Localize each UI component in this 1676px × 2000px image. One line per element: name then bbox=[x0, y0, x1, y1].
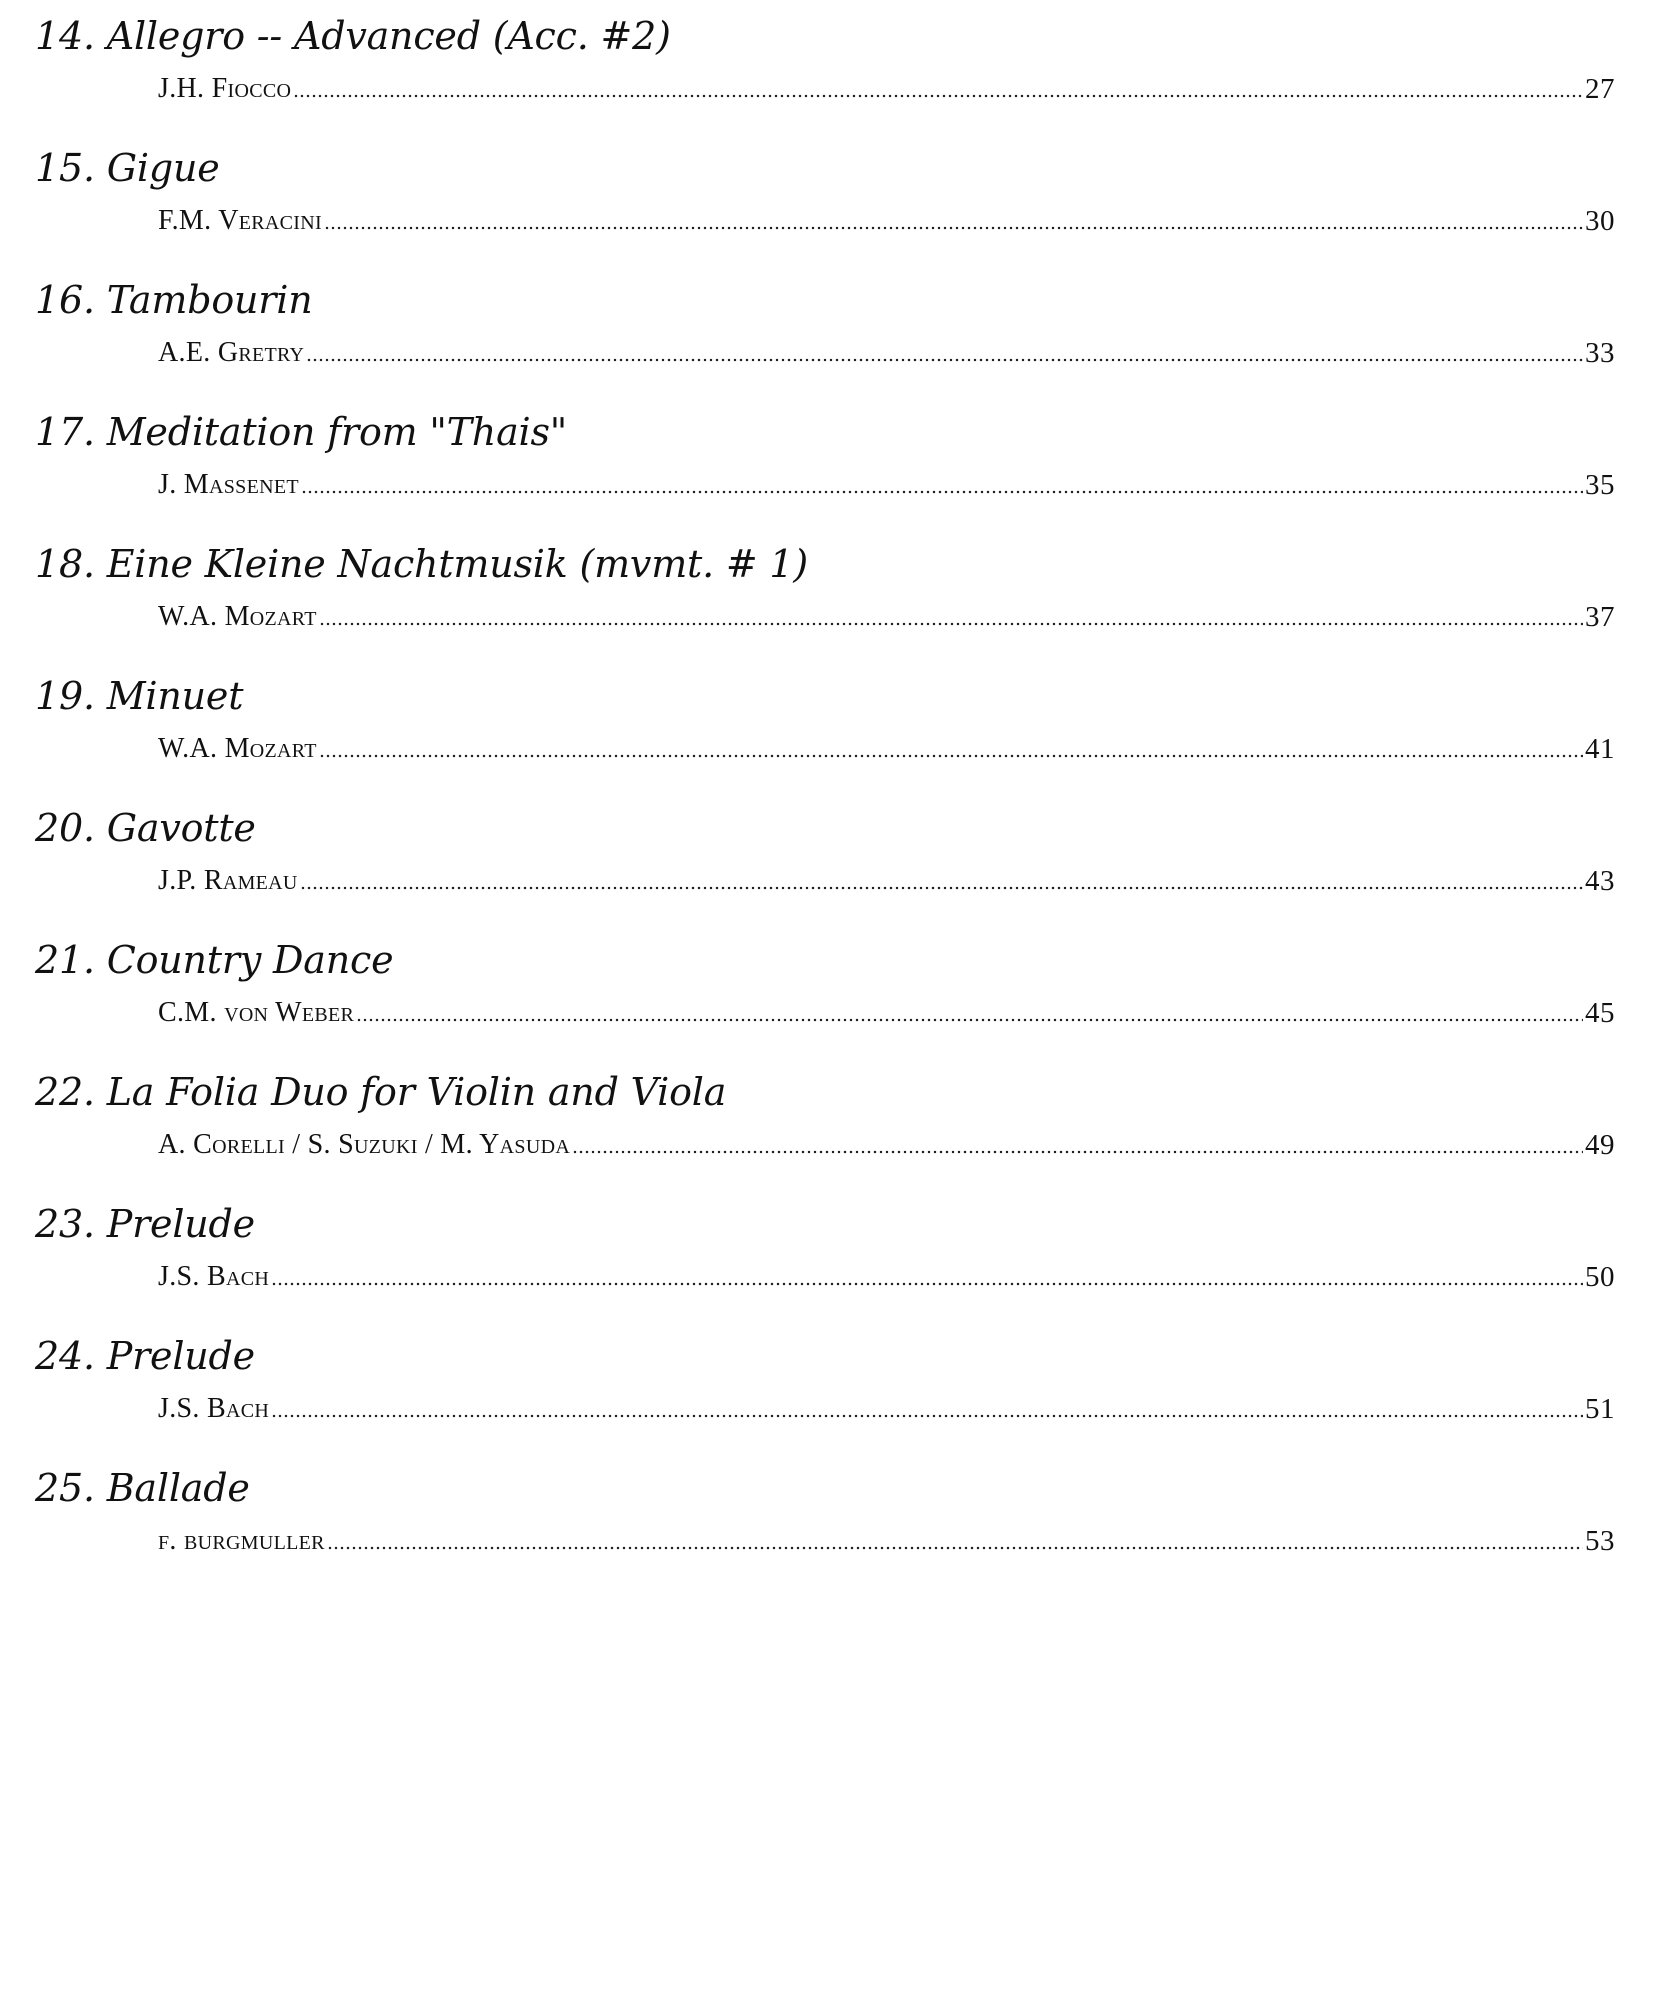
dot-leader bbox=[319, 621, 1583, 627]
toc-entry bbox=[0, 792, 1676, 924]
dot-leader bbox=[356, 1017, 1583, 1023]
entry-title: 22. La Folia Duo for Violin and Viola bbox=[35, 1070, 727, 1114]
dot-leader bbox=[293, 93, 1583, 99]
dot-leader bbox=[306, 357, 1583, 363]
entry-page-number: 51 bbox=[1585, 1393, 1615, 1425]
toc-entry bbox=[0, 924, 1676, 1056]
entry-leader-line bbox=[158, 70, 1615, 106]
dot-leader bbox=[301, 489, 1583, 495]
entry-composer: F.M. Veracini bbox=[158, 205, 322, 236]
toc-entry bbox=[0, 1188, 1676, 1320]
entry-title: 21. Country Dance bbox=[35, 938, 394, 982]
entry-title: 16. Tambourin bbox=[35, 278, 313, 322]
entry-page-number: 43 bbox=[1585, 865, 1615, 897]
dot-leader bbox=[324, 225, 1583, 231]
entry-title: 17. Meditation from "Thais" bbox=[35, 410, 568, 454]
entry-composer: J.S. Bach bbox=[158, 1261, 270, 1292]
entry-leader-line bbox=[158, 730, 1615, 766]
entry-title: 15. Gigue bbox=[35, 146, 220, 190]
entry-title: 20. Gavotte bbox=[35, 806, 256, 850]
entry-title: 14. Allegro -- Advanced (Acc. #2) bbox=[35, 14, 671, 58]
entry-page-number: 35 bbox=[1585, 469, 1615, 501]
entry-page-number: 41 bbox=[1585, 733, 1615, 765]
entry-page-number: 37 bbox=[1585, 601, 1615, 633]
entry-composer: J.P. Rameau bbox=[158, 865, 298, 896]
entry-page-number: 50 bbox=[1585, 1261, 1615, 1293]
entry-composer: J. Massenet bbox=[158, 469, 299, 500]
toc-entry bbox=[0, 1056, 1676, 1188]
dot-leader bbox=[271, 1281, 1583, 1287]
dot-leader bbox=[327, 1545, 1583, 1551]
entry-leader-line bbox=[158, 994, 1615, 1030]
entry-composer: W.A. Mozart bbox=[158, 733, 317, 764]
entry-composer: W.A. Mozart bbox=[158, 601, 317, 632]
entry-composer: A. Corelli / S. Suzuki / M. Yasuda bbox=[158, 1129, 571, 1160]
entry-composer: f. burgmuller bbox=[158, 1525, 325, 1556]
entry-composer: J.S. Bach bbox=[158, 1393, 270, 1424]
dot-leader bbox=[300, 885, 1583, 891]
entry-leader-line bbox=[158, 862, 1615, 898]
entry-page-number: 49 bbox=[1585, 1129, 1615, 1161]
entry-composer: J.H. Fiocco bbox=[158, 73, 292, 104]
toc-entry bbox=[0, 0, 1676, 132]
entry-page-number: 45 bbox=[1585, 997, 1615, 1029]
toc-entry bbox=[0, 1452, 1676, 1584]
toc-entry bbox=[0, 264, 1676, 396]
toc-entry bbox=[0, 132, 1676, 264]
entry-page-number: 27 bbox=[1585, 73, 1615, 105]
entry-title: 24. Prelude bbox=[35, 1334, 255, 1378]
entry-page-number: 53 bbox=[1585, 1525, 1615, 1557]
entry-composer: C.M. von Weber bbox=[158, 997, 355, 1028]
entry-leader-line bbox=[158, 1390, 1615, 1426]
entry-leader-line bbox=[158, 466, 1615, 502]
toc-entry bbox=[0, 660, 1676, 792]
dot-leader bbox=[271, 1413, 1583, 1419]
toc-entry bbox=[0, 528, 1676, 660]
toc-entry bbox=[0, 1320, 1676, 1452]
dot-leader bbox=[319, 753, 1583, 759]
entry-leader-line bbox=[158, 1522, 1615, 1558]
entry-title: 23. Prelude bbox=[35, 1202, 255, 1246]
entry-title: 19. Minuet bbox=[35, 674, 244, 718]
entry-leader-line bbox=[158, 598, 1615, 634]
entry-page-number: 33 bbox=[1585, 337, 1615, 369]
entry-leader-line bbox=[158, 1258, 1615, 1294]
entry-page-number: 30 bbox=[1585, 205, 1615, 237]
entry-title: 18. Eine Kleine Nachtmusik (mvmt. # 1) bbox=[35, 542, 808, 586]
entry-title: 25. Ballade bbox=[35, 1466, 250, 1510]
entry-leader-line bbox=[158, 1126, 1615, 1162]
entry-composer: A.E. Gretry bbox=[158, 337, 305, 368]
dot-leader bbox=[572, 1149, 1583, 1155]
entry-leader-line bbox=[158, 202, 1615, 238]
entry-leader-line bbox=[158, 334, 1615, 370]
toc-entry bbox=[0, 396, 1676, 528]
